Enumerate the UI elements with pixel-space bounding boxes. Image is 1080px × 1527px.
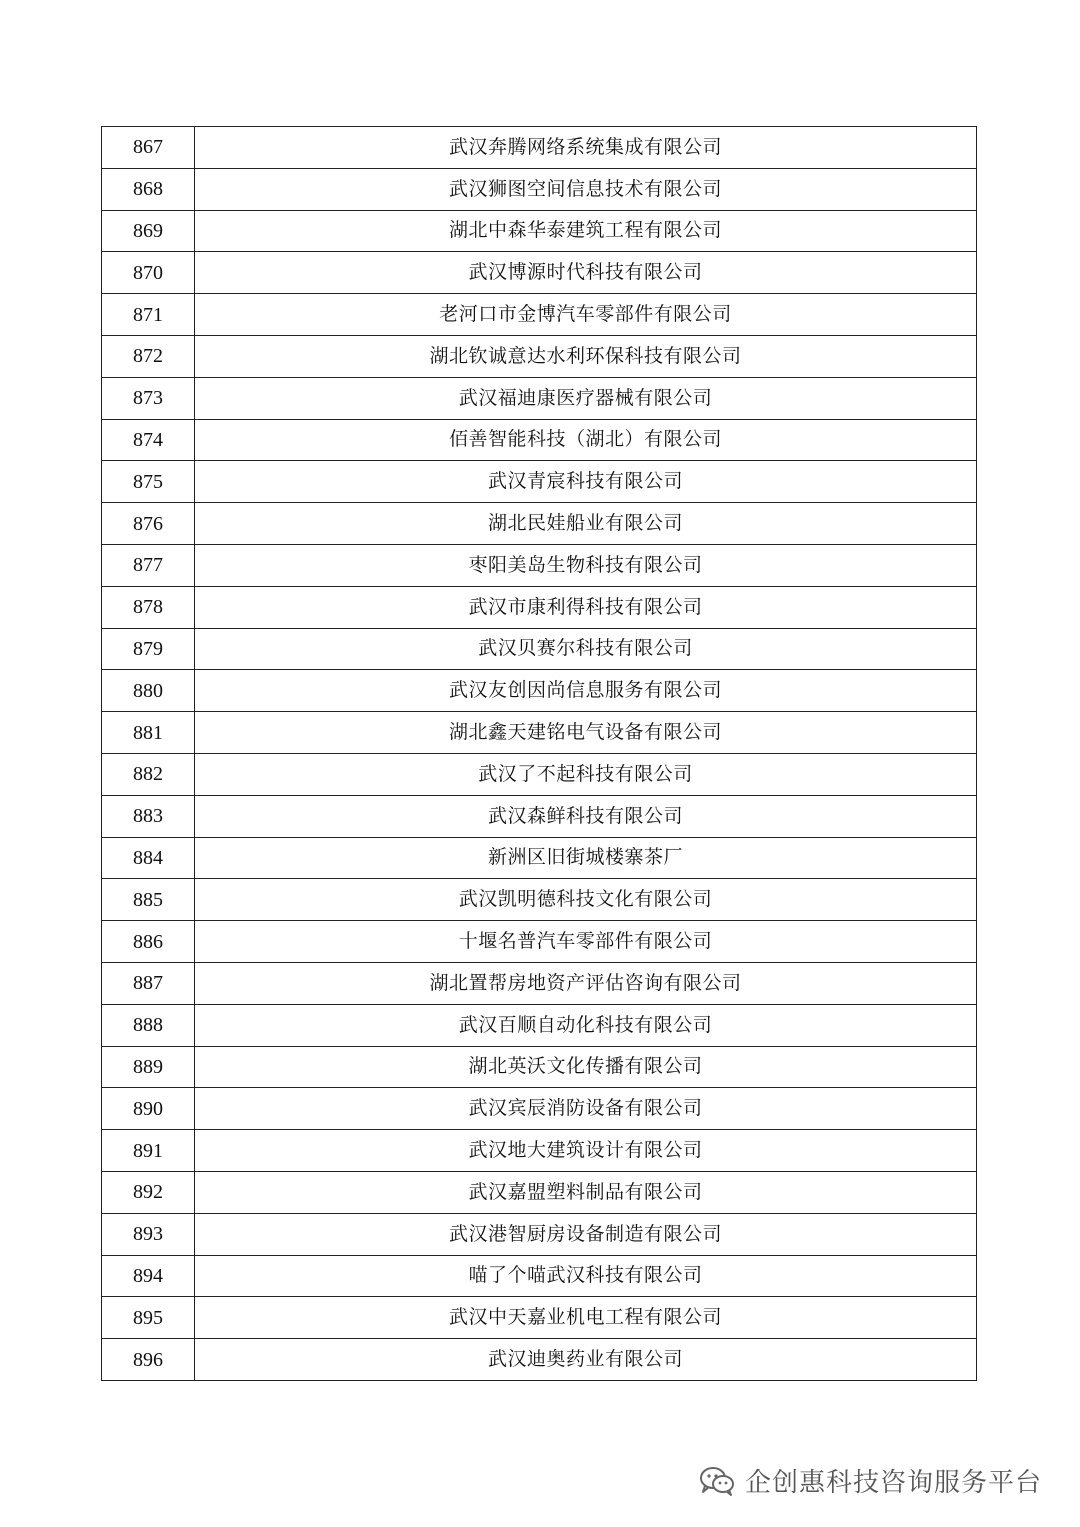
row-number: 894 — [102, 1255, 195, 1297]
row-number: 872 — [102, 335, 195, 377]
row-number: 874 — [102, 419, 195, 461]
table-row — [102, 1213, 977, 1255]
table-row — [102, 503, 977, 545]
company-name: 湖北置帮房地资产评估咨询有限公司 — [195, 962, 977, 1004]
table-row — [102, 962, 977, 1004]
company-name: 武汉中天嘉业机电工程有限公司 — [195, 1297, 977, 1339]
company-name: 佰善智能科技（湖北）有限公司 — [195, 419, 977, 461]
table-row — [102, 921, 977, 963]
row-number: 881 — [102, 712, 195, 754]
company-name: 枣阳美岛生物科技有限公司 — [195, 544, 977, 586]
table-row — [102, 670, 977, 712]
company-name: 武汉宾辰消防设备有限公司 — [195, 1088, 977, 1130]
table-row — [102, 461, 977, 503]
wechat-icon — [699, 1466, 735, 1496]
row-number: 887 — [102, 962, 195, 1004]
company-name: 老河口市金博汽车零部件有限公司 — [195, 294, 977, 336]
company-name: 武汉友创因尚信息服务有限公司 — [195, 670, 977, 712]
table-row — [102, 795, 977, 837]
company-name: 湖北钦诚意达水利环保科技有限公司 — [195, 335, 977, 377]
table-row — [102, 1004, 977, 1046]
table-row — [102, 168, 977, 210]
row-number: 879 — [102, 628, 195, 670]
table-row — [102, 419, 977, 461]
table-row — [102, 586, 977, 628]
company-name: 武汉百顺自动化科技有限公司 — [195, 1004, 977, 1046]
company-name: 武汉森鲜科技有限公司 — [195, 795, 977, 837]
row-number: 880 — [102, 670, 195, 712]
row-number: 892 — [102, 1171, 195, 1213]
company-name: 武汉迪奥药业有限公司 — [195, 1339, 977, 1381]
row-number: 876 — [102, 503, 195, 545]
company-name: 武汉奔腾网络系统集成有限公司 — [195, 127, 977, 169]
table-row — [102, 377, 977, 419]
row-number: 888 — [102, 1004, 195, 1046]
row-number: 885 — [102, 879, 195, 921]
table-row — [102, 294, 977, 336]
company-name: 武汉青宸科技有限公司 — [195, 461, 977, 503]
row-number: 889 — [102, 1046, 195, 1088]
table-row — [102, 544, 977, 586]
row-number: 878 — [102, 586, 195, 628]
company-name: 武汉福迪康医疗器械有限公司 — [195, 377, 977, 419]
company-name: 湖北民娃船业有限公司 — [195, 503, 977, 545]
row-number: 875 — [102, 461, 195, 503]
row-number: 869 — [102, 210, 195, 252]
table-row — [102, 1339, 977, 1381]
row-number: 871 — [102, 294, 195, 336]
watermark-text: 企创惠科技咨询服务平台 — [744, 1468, 1042, 1498]
row-number: 877 — [102, 544, 195, 586]
company-name: 十堰名普汽车零部件有限公司 — [195, 921, 977, 963]
row-number: 884 — [102, 837, 195, 879]
company-name: 新洲区旧街城楼寨茶厂 — [195, 837, 977, 879]
company-name: 湖北中森华泰建筑工程有限公司 — [195, 210, 977, 252]
table-body — [102, 127, 977, 1381]
row-number: 867 — [102, 127, 195, 169]
row-number: 890 — [102, 1088, 195, 1130]
table-row — [102, 335, 977, 377]
company-name: 湖北鑫天建铭电气设备有限公司 — [195, 712, 977, 754]
table-row — [102, 127, 977, 169]
table-row — [102, 753, 977, 795]
company-name: 武汉地大建筑设计有限公司 — [195, 1130, 977, 1172]
table-row — [102, 879, 977, 921]
table-row — [102, 210, 977, 252]
row-number: 891 — [102, 1130, 195, 1172]
table-row — [102, 628, 977, 670]
row-number: 870 — [102, 252, 195, 294]
company-name: 武汉贝赛尔科技有限公司 — [195, 628, 977, 670]
table-row — [102, 1088, 977, 1130]
row-number: 882 — [102, 753, 195, 795]
row-number: 895 — [102, 1297, 195, 1339]
company-name: 武汉凯明德科技文化有限公司 — [195, 879, 977, 921]
table-row — [102, 712, 977, 754]
company-name: 武汉狮图空间信息技术有限公司 — [195, 168, 977, 210]
table-row — [102, 1130, 977, 1172]
row-number: 883 — [102, 795, 195, 837]
company-name: 武汉了不起科技有限公司 — [195, 753, 977, 795]
table-row — [102, 837, 977, 879]
row-number: 886 — [102, 921, 195, 963]
row-number: 893 — [102, 1213, 195, 1255]
company-name: 武汉港智厨房设备制造有限公司 — [195, 1213, 977, 1255]
table-row — [102, 252, 977, 294]
watermark — [699, 1462, 1042, 1499]
table-row — [102, 1171, 977, 1213]
company-name: 湖北英沃文化传播有限公司 — [195, 1046, 977, 1088]
table-row — [102, 1297, 977, 1339]
company-list-table — [101, 126, 977, 1381]
row-number: 873 — [102, 377, 195, 419]
company-name: 武汉嘉盟塑料制品有限公司 — [195, 1171, 977, 1213]
company-name: 武汉博源时代科技有限公司 — [195, 252, 977, 294]
company-name: 喵了个喵武汉科技有限公司 — [195, 1255, 977, 1297]
row-number: 868 — [102, 168, 195, 210]
table-row — [102, 1046, 977, 1088]
table-row — [102, 1255, 977, 1297]
row-number: 896 — [102, 1339, 195, 1381]
company-name: 武汉市康利得科技有限公司 — [195, 586, 977, 628]
